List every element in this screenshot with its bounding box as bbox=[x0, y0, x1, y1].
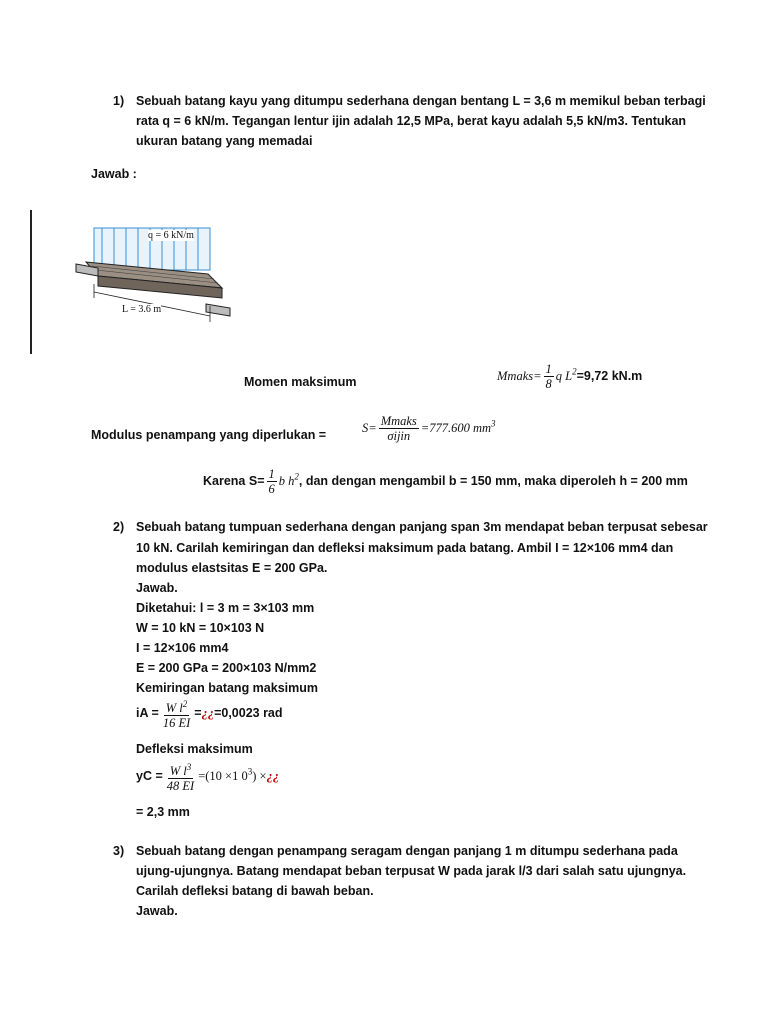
ia-formula bbox=[136, 697, 283, 730]
q2-i: I = 12×106 mm4 bbox=[136, 641, 229, 655]
karena-fraction bbox=[267, 467, 277, 496]
yc-result: = 2,3 mm bbox=[136, 805, 190, 819]
yc-frac-num-wrap bbox=[168, 760, 194, 779]
modulus-formula bbox=[362, 414, 496, 443]
q2-diketahui: Diketahui: l = 3 m = 3×103 mm bbox=[136, 601, 315, 615]
ia-prefix: iA = bbox=[136, 705, 159, 720]
q2-e: E = 200 GPa = 200×103 N/mm2 bbox=[136, 661, 317, 675]
ia-frac-den: 16 EI bbox=[162, 716, 191, 731]
ia-frac-num-exp: 2 bbox=[182, 699, 188, 709]
load-label: q = 6 kN/m bbox=[148, 230, 194, 241]
modulus-exp: 3 bbox=[491, 418, 496, 429]
karena-frac-num: 1 bbox=[268, 467, 275, 481]
ia-equals: = bbox=[194, 705, 202, 720]
yc-frac-num-exp: 3 bbox=[186, 762, 192, 772]
q2-kemiringan-label: Kemiringan batang maksimum bbox=[136, 681, 318, 695]
beam-figure bbox=[68, 218, 238, 330]
q3-number: 3) bbox=[113, 844, 125, 858]
yc-mid-exp: 3 bbox=[247, 766, 253, 777]
moment-result: =9,72 kN.m bbox=[576, 368, 643, 383]
q3-jawab: Jawab. bbox=[136, 904, 178, 918]
yc-frac-den: 48 EI bbox=[166, 779, 195, 794]
ia-fraction bbox=[161, 697, 192, 730]
modulus-label: Modulus penampang yang diperlukan = bbox=[91, 428, 327, 442]
moment-formula bbox=[497, 362, 642, 391]
q3-text-line2: ujung-ujungnya. Batang mendapat beban terpusat W pada jarak l/3 dari salah satu ujungnya. bbox=[136, 864, 687, 878]
q2-text-line1: Sebuah batang tumpuan sederhana dengan panjang span 3m mendapat beban terpusat sebesar bbox=[136, 520, 708, 534]
yc-mid: =(10 ×1 0 bbox=[198, 768, 248, 783]
q2-jawab: Jawab. bbox=[136, 581, 178, 595]
moment-rhs: q L bbox=[555, 368, 573, 383]
karena-suffix: , dan dengan mengambil b = 150 mm, maka diperoleh h = 200 mm bbox=[298, 473, 688, 488]
moment-equals: = bbox=[533, 368, 542, 383]
modulus-fraction bbox=[379, 414, 419, 443]
karena-exp: 2 bbox=[294, 471, 299, 482]
ia-red-symbol: ¿¿ bbox=[201, 705, 215, 720]
ia-frac-num: W l bbox=[165, 701, 183, 716]
modulus-result: =777.600 mm bbox=[420, 420, 492, 435]
moment-lhs: Mmaks bbox=[497, 368, 534, 383]
moment-frac-num: 1 bbox=[545, 362, 552, 376]
modulus-lhs: S= bbox=[362, 420, 377, 435]
modulus-frac-num: Mmaks bbox=[380, 414, 417, 428]
modulus-frac-den: σijin bbox=[387, 429, 411, 443]
span-label: L = 3.6 m bbox=[122, 304, 162, 315]
yc-fraction bbox=[165, 760, 196, 793]
yc-mid2: ) × bbox=[252, 768, 267, 783]
karena-frac-den: 6 bbox=[268, 482, 275, 496]
karena-line bbox=[203, 467, 688, 496]
q2-number: 2) bbox=[113, 520, 125, 534]
q1-number: 1) bbox=[113, 94, 125, 108]
q1-text-line1: Sebuah batang kayu yang ditumpu sederhana dengan bentang L = 3,6 m memikul beban terbagi bbox=[136, 94, 706, 108]
q1-text-line3: ukuran batang yang memadai bbox=[136, 134, 313, 148]
left-margin-bar bbox=[30, 210, 32, 354]
yc-formula bbox=[136, 760, 279, 793]
ia-result: =0,0023 rad bbox=[214, 705, 283, 720]
yc-frac-num: W l bbox=[169, 764, 187, 779]
yc-red-symbol: ¿¿ bbox=[266, 768, 280, 783]
moment-label: Momen maksimum bbox=[244, 375, 357, 389]
q3-text-line3: Carilah defleksi batang di bawah beban. bbox=[136, 884, 374, 898]
ia-frac-num-wrap bbox=[164, 697, 190, 716]
q2-defleksi-label: Defleksi maksimum bbox=[136, 742, 253, 756]
moment-exp: 2 bbox=[572, 366, 577, 377]
q3-text-line1: Sebuah batang dengan penampang seragam dengan panjang 1 m ditumpu sederhana pada bbox=[136, 844, 678, 858]
q2-w: W = 10 kN = 10×103 N bbox=[136, 621, 265, 635]
q1-text-line2: rata q = 6 kN/m. Tegangan lentur ijin adalah 12,5 MPa, berat kayu adalah 5,5 kN/m3. Tentukan bbox=[136, 114, 687, 128]
q2-text-line3: modulus elastsitas E = 200 GPa. bbox=[136, 561, 328, 575]
karena-expr: b h bbox=[278, 473, 295, 488]
moment-fraction bbox=[544, 362, 554, 391]
moment-frac-den: 8 bbox=[545, 377, 552, 391]
q1-jawab: Jawab : bbox=[91, 167, 137, 181]
karena-prefix: Karena S= bbox=[203, 473, 265, 488]
yc-prefix: yC = bbox=[136, 768, 163, 783]
q2-text-line2: 10 kN. Carilah kemiringan dan defleksi maksimum pada batang. Ambil I = 12×106 mm4 dan bbox=[136, 541, 674, 555]
